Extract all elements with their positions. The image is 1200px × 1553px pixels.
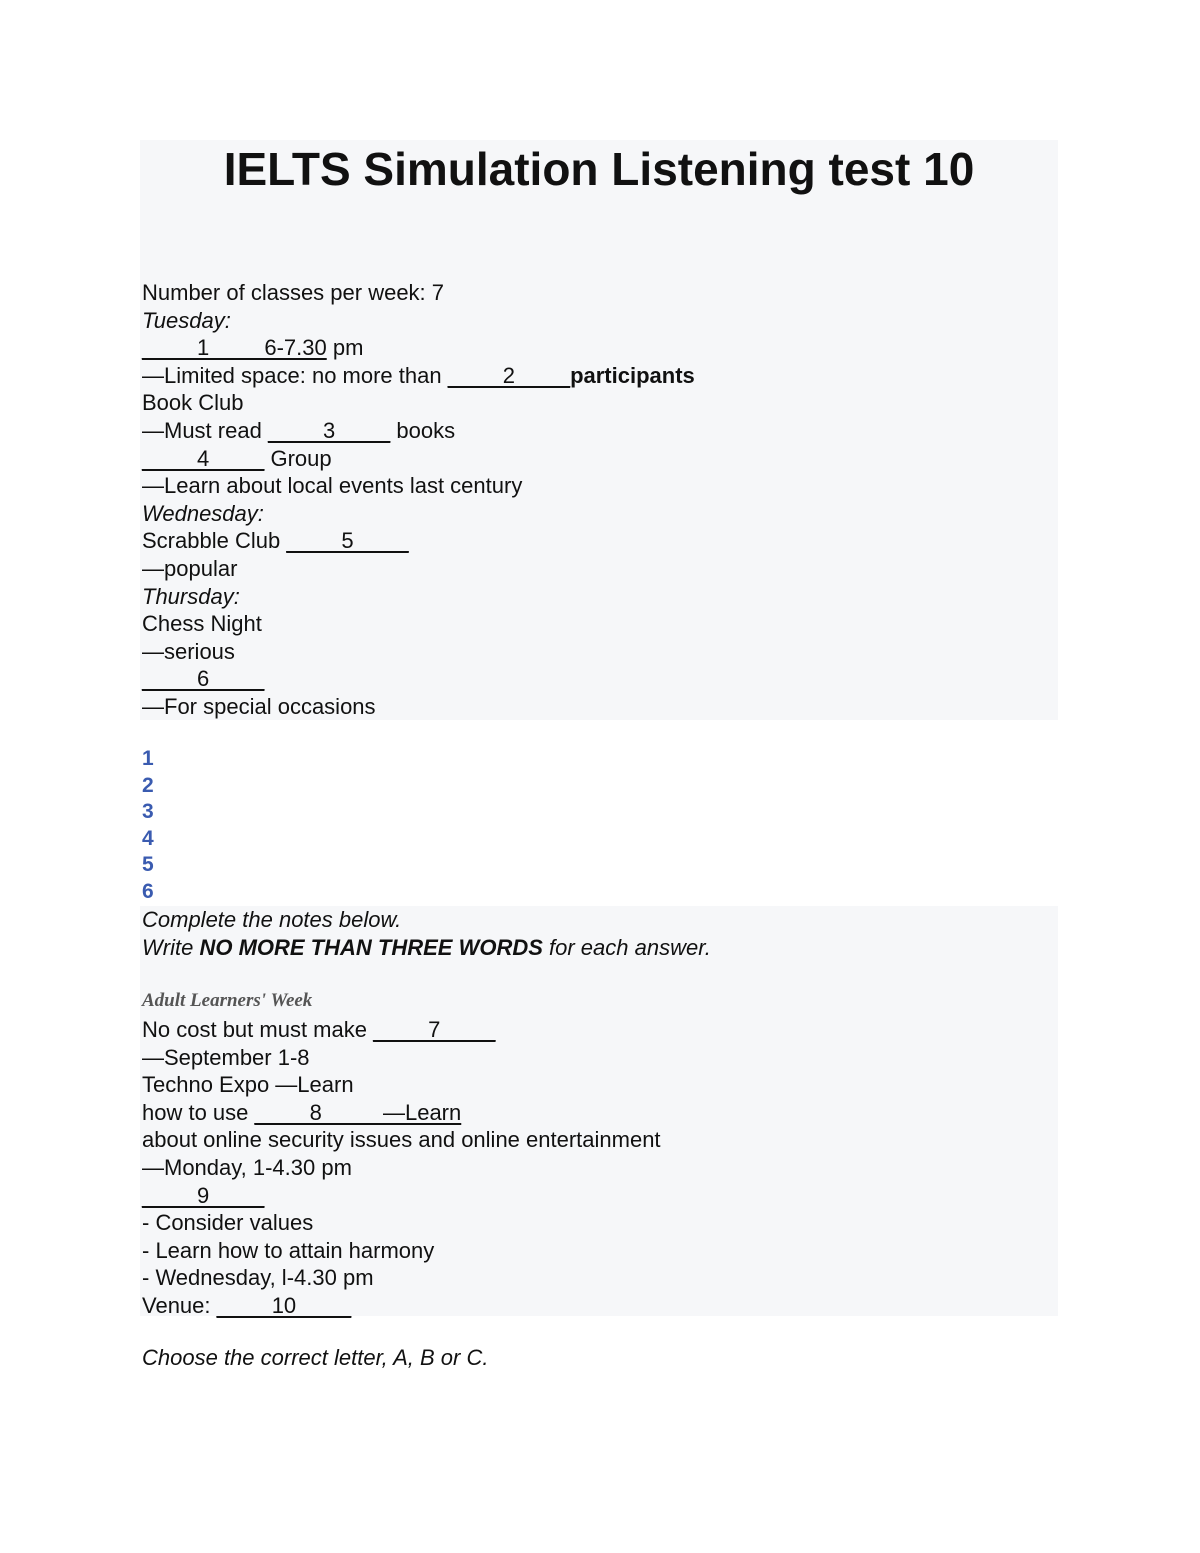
security-note: about online security issues and online entertainment <box>142 1127 661 1153</box>
text-bold: participants <box>570 362 695 388</box>
answer-blank-3[interactable]: __ __3__ __ <box>267 417 391 443</box>
instruction-line-1: Complete the notes below. <box>142 907 402 932</box>
text: —Limited space: no more than <box>142 362 448 388</box>
dates-note: —September 1-8 <box>142 1044 310 1070</box>
section-heading: Adult Learners' Week <box>142 990 313 1011</box>
answer-blank-2[interactable]: __ __2__ __ <box>447 362 571 388</box>
notes-section-1 <box>142 279 695 721</box>
gap-line-8 <box>142 1099 661 1127</box>
question-number[interactable]: 6 <box>142 879 154 903</box>
choose-letter-instruction: Choose the correct letter, A, B or C. <box>142 1345 489 1370</box>
page-title: IELTS Simulation Listening test 10 <box>223 143 975 195</box>
day-tuesday: Tuesday: <box>142 307 231 333</box>
day-wednesday: Wednesday: <box>142 500 264 526</box>
classes-per-week: Number of classes per week: 7 <box>142 280 445 305</box>
answer-blank-1[interactable]: __ __1__ __6-7.30 <box>142 335 327 361</box>
question-number[interactable]: 2 <box>142 773 154 797</box>
word-limit: NO MORE THAN THREE WORDS <box>199 934 543 960</box>
question-number[interactable]: 3 <box>142 800 154 823</box>
gap-line-10 <box>142 1292 661 1320</box>
values-note: - Consider values <box>142 1210 314 1236</box>
chess-night: Chess Night <box>142 611 262 637</box>
monday-time: —Monday, 1-4.30 pm <box>142 1154 352 1180</box>
question-number[interactable]: 4 <box>142 826 154 850</box>
text: No cost but must make <box>142 1017 374 1042</box>
text: Group <box>264 445 332 471</box>
gap-line-5 <box>142 527 695 555</box>
question-number[interactable]: 1 <box>142 747 154 770</box>
local-events-note: —Learn about local events last century <box>142 473 523 499</box>
gap-line-9 <box>142 1182 661 1210</box>
answer-blank-7[interactable]: __ __7__ __ <box>373 1017 496 1042</box>
gap-line-3 <box>142 417 695 445</box>
special-occasions-note: —For special occasions <box>142 693 376 719</box>
popular-note: —popular <box>142 555 238 581</box>
day-thursday: Thursday: <box>142 583 240 609</box>
text: books <box>390 417 456 443</box>
gap-line-7 <box>142 1016 661 1044</box>
gap-line-1 <box>142 334 695 362</box>
gap-line-2 <box>142 362 695 390</box>
question-number-list <box>142 746 154 905</box>
answer-blank-5[interactable]: __ __5__ __ <box>286 528 409 554</box>
instructions <box>142 906 711 961</box>
text: Write <box>142 934 200 960</box>
techno-expo: Techno Expo —Learn <box>142 1072 354 1098</box>
notes-section-2 <box>142 986 661 1320</box>
text: how to use <box>142 1099 255 1125</box>
answer-blank-9[interactable]: __ __9__ __ <box>142 1182 265 1208</box>
text: for each answer. <box>542 934 711 960</box>
answer-blank-6[interactable]: __ __6__ __ <box>142 666 265 692</box>
gap-line-6 <box>142 665 695 693</box>
answer-blank-8[interactable]: __ __8__ __ —Learn <box>254 1099 462 1125</box>
footer-instruction <box>142 1344 488 1372</box>
harmony-note: - Learn how to attain harmony <box>142 1237 435 1263</box>
answer-blank-4[interactable]: __ __4__ __ <box>142 445 265 471</box>
instruction-line-2 <box>142 934 711 962</box>
text: Scrabble Club <box>142 528 287 554</box>
book-club: Book Club <box>142 390 244 416</box>
text: pm <box>326 335 364 361</box>
gap-line-4 <box>142 445 695 473</box>
text: Venue: <box>142 1292 217 1318</box>
wednesday-time: - Wednesday, l-4.30 pm <box>142 1265 374 1291</box>
answer-blank-10[interactable]: __ __10__ __ <box>216 1292 352 1318</box>
serious-note: —serious <box>142 638 235 664</box>
question-number[interactable]: 5 <box>142 853 154 876</box>
text: —Must read <box>142 417 268 443</box>
